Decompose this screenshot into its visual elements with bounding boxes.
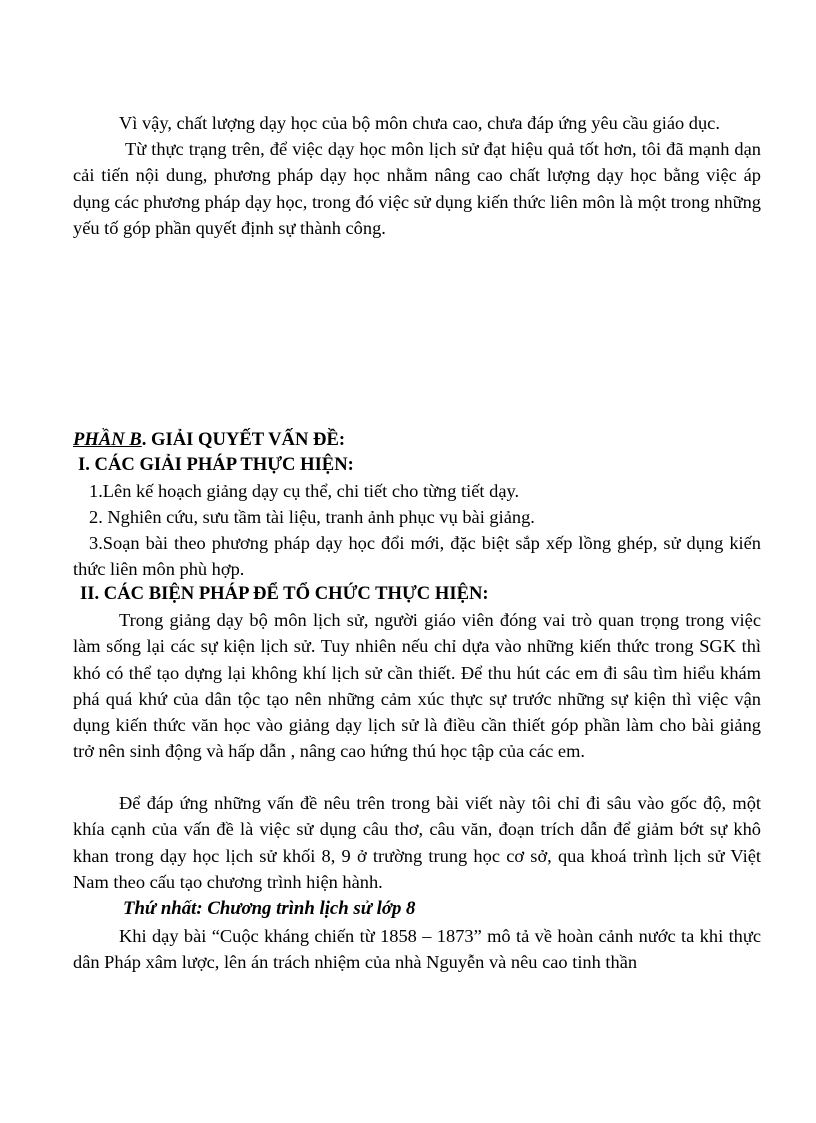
measures-paragraph-1: Trong giảng dạy bộ môn lịch sử, người giáo viên đóng vai trò quan trọng trong việc làm sống lại các sự kiện lịch sử. Tuy nhiên nếu chỉ dựa vào những kiến thức trong SGK thì khó có thể tạo dựng lại không khí lịch sử cần thiết. Để thu hút các em đi sâu tìm hiểu khám phá quá khứ của dân tộc tạo nên những cảm xúc thực sự trước những sự kiện thì việc vận dụng kiến thức văn học vào giảng dạy lịch sử là điều cần thiết góp phần làm cho bài giảng trở nên sinh động và hấp dẫn , nâng cao hứng thú học tập của các em. [73, 610, 761, 762]
solution-item-3: 3.Soạn bài theo phương pháp dạy học đổi mới, đặc biệt sắp xếp lồng ghép, sử dụng kiến thức liên môn phù hợp. [73, 533, 761, 580]
part-b-label: PHẦN B [73, 429, 142, 450]
grade-8-subheading: Thứ nhất: Chương trình lịch sử lớp 8 [123, 898, 416, 919]
intro-paragraph-1: Vì vậy, chất lượng dạy học của bộ môn chưa cao, chưa đáp ứng yêu cầu giáo dục. [119, 113, 720, 133]
solution-item-2: 2. Nghiên cứu, sưu tầm tài liệu, tranh ảnh phục vụ bài giảng. [89, 507, 535, 527]
section-2-title: II. CÁC BIỆN PHÁP ĐỂ TỔ CHỨC THỰC HIỆN: [80, 583, 489, 604]
measures-paragraph-2: Để đáp ứng những vấn đề nêu trên trong bài viết này tôi chỉ đi sâu vào gốc độ, một khía cạnh của vấn đề là việc sử dụng câu thơ, câu văn, đoạn trích dẫn để giảm bớt sự khô khan trong dạy học lịch sử khối 8, 9 ở trường trung học cơ sở, qua khoá trình lịch sử Việt Nam theo cấu tạo chương trình hiện hành. [73, 793, 761, 892]
intro-paragraph-2: Từ thực trạng trên, để việc dạy học môn lịch sử đạt hiệu quả tốt hơn, tôi đã mạnh dạn cải tiến nội dung, phương pháp dạy học nhằm nâng cao chất lượng dạy học bằng việc áp dụng các phương pháp dạy học, trong đó việc sử dụng kiến thức liên môn là một trong những yếu tố góp phần quyết định sự thành công. [73, 139, 761, 238]
grade-8-paragraph: Khi dạy bài “Cuộc kháng chiến từ 1858 – 1873” mô tả về hoàn cảnh nước ta khi thực dân Pháp xâm lược, lên án trách nhiệm của nhà Nguyễn và nêu cao tinh thần [73, 926, 761, 973]
section-1-title: I. CÁC GIẢI PHÁP THỰC HIỆN: [78, 454, 354, 475]
part-b-title: . GIẢI QUYẾT VẤN ĐỀ: [141, 429, 346, 450]
part-b-heading [73, 428, 345, 452]
solution-item-1: 1.Lên kế hoạch giảng dạy cụ thể, chi tiết cho từng tiết dạy. [89, 481, 520, 501]
